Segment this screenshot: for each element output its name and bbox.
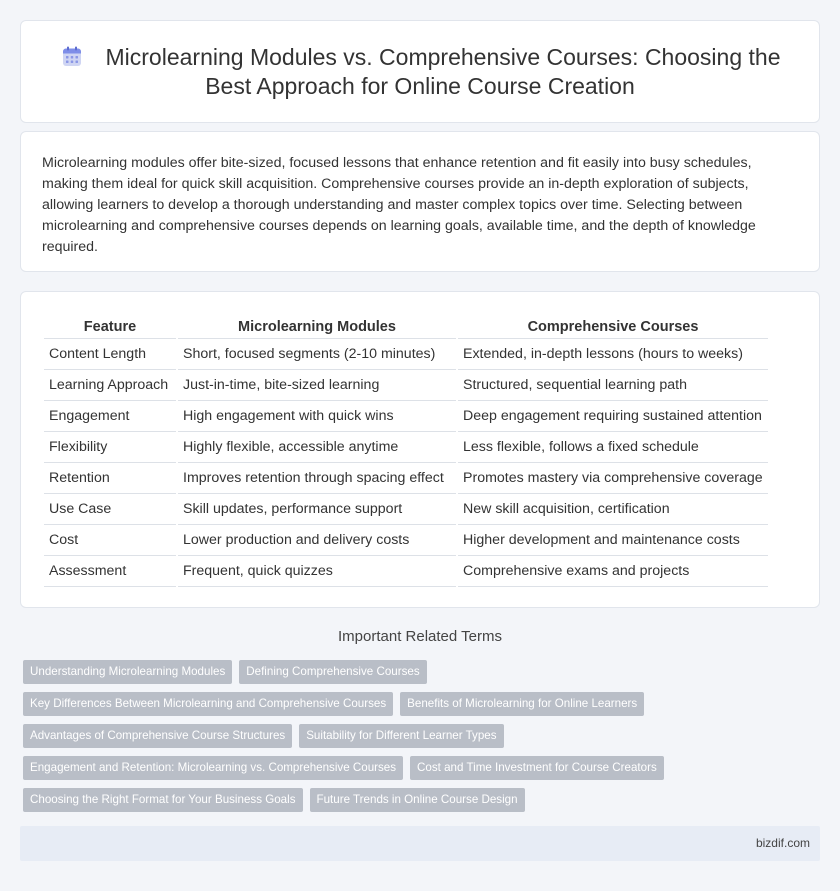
- header-feature: Feature: [44, 316, 176, 339]
- table-row: [44, 525, 768, 556]
- microlearning-cell: Short, focused segments (2-10 minutes): [178, 339, 456, 370]
- comprehensive-cell: Less flexible, follows a fixed schedule: [458, 432, 768, 463]
- tag-row: [23, 724, 813, 756]
- related-term-tag[interactable]: Key Differences Between Microlearning and Comprehensive Courses: [23, 692, 393, 716]
- related-term-tag[interactable]: Advantages of Comprehensive Course Structures: [23, 724, 292, 748]
- table-row: [44, 401, 768, 432]
- microlearning-cell: Just-in-time, bite-sized learning: [178, 370, 456, 401]
- related-term-tag[interactable]: Future Trends in Online Course Design: [310, 788, 525, 812]
- footer-site-link[interactable]: bizdif.com: [755, 836, 810, 850]
- related-terms-heading: Important Related Terms: [338, 628, 502, 645]
- header-comprehensive: Comprehensive Courses: [458, 316, 768, 339]
- table-header-row: [44, 316, 768, 339]
- tag-row: [23, 788, 813, 820]
- feature-cell: Flexibility: [44, 432, 176, 463]
- feature-cell: Use Case: [44, 494, 176, 525]
- related-term-tag[interactable]: Cost and Time Investment for Course Creators: [410, 756, 664, 780]
- comprehensive-cell: Extended, in-depth lessons (hours to weeks): [458, 339, 768, 370]
- feature-cell: Retention: [44, 463, 176, 494]
- table-row: [44, 556, 768, 587]
- comprehensive-cell: Promotes mastery via comprehensive coverage: [458, 463, 768, 494]
- related-terms-list: [23, 660, 813, 820]
- feature-cell: Engagement: [44, 401, 176, 432]
- comprehensive-cell: Comprehensive exams and projects: [458, 556, 768, 587]
- comprehensive-cell: Higher development and maintenance costs: [458, 525, 768, 556]
- footer: [20, 826, 820, 861]
- intro-paragraph: Microlearning modules offer bite-sized, focused lessons that enhance retention and fit easily into busy schedules, making them ideal for quick skill acquisition. Comprehensive courses provide an in-depth exploration of subjects, allowing learners to develop a thorough understanding and master complex topics over time. Selecting between microlearning and comprehensive courses depends on learning goals, available time, and the depth of knowledge required.: [42, 155, 756, 255]
- comparison-table-card: [20, 291, 820, 608]
- microlearning-cell: Lower production and delivery costs: [178, 525, 456, 556]
- comparison-table: [42, 316, 770, 587]
- microlearning-cell: High engagement with quick wins: [178, 401, 456, 432]
- tag-row: [23, 756, 813, 788]
- title-card: [20, 20, 820, 123]
- related-term-tag[interactable]: Suitability for Different Learner Types: [299, 724, 503, 748]
- related-term-tag[interactable]: Engagement and Retention: Microlearning vs. Comprehensive Courses: [23, 756, 403, 780]
- comprehensive-cell: New skill acquisition, certification: [458, 494, 768, 525]
- calendar-icon: [60, 45, 84, 69]
- table-row: [44, 339, 768, 370]
- table-row: [44, 494, 768, 525]
- related-term-tag[interactable]: Choosing the Right Format for Your Business Goals: [23, 788, 303, 812]
- feature-cell: Content Length: [44, 339, 176, 370]
- table-row: [44, 463, 768, 494]
- microlearning-cell: Highly flexible, accessible anytime: [178, 432, 456, 463]
- intro-card: [20, 131, 820, 272]
- related-term-tag[interactable]: Understanding Microlearning Modules: [23, 660, 232, 684]
- microlearning-cell: Frequent, quick quizzes: [178, 556, 456, 587]
- feature-cell: Cost: [44, 525, 176, 556]
- comprehensive-cell: Deep engagement requiring sustained attention: [458, 401, 768, 432]
- table-row: [44, 432, 768, 463]
- comprehensive-cell: Structured, sequential learning path: [458, 370, 768, 401]
- feature-cell: Learning Approach: [44, 370, 176, 401]
- tag-row: [23, 692, 813, 724]
- page-title-text: Microlearning Modules vs. Comprehensive Courses: Choosing the Best Approach for Online Course Creation: [105, 44, 781, 99]
- microlearning-cell: Improves retention through spacing effect: [178, 463, 456, 494]
- header-microlearning: Microlearning Modules: [178, 316, 456, 339]
- related-term-tag[interactable]: Defining Comprehensive Courses: [239, 660, 426, 684]
- related-term-tag[interactable]: Benefits of Microlearning for Online Learners: [400, 692, 644, 716]
- page-title: [41, 43, 799, 101]
- microlearning-cell: Skill updates, performance support: [178, 494, 456, 525]
- tag-row: [23, 660, 813, 692]
- feature-cell: Assessment: [44, 556, 176, 587]
- table-row: [44, 370, 768, 401]
